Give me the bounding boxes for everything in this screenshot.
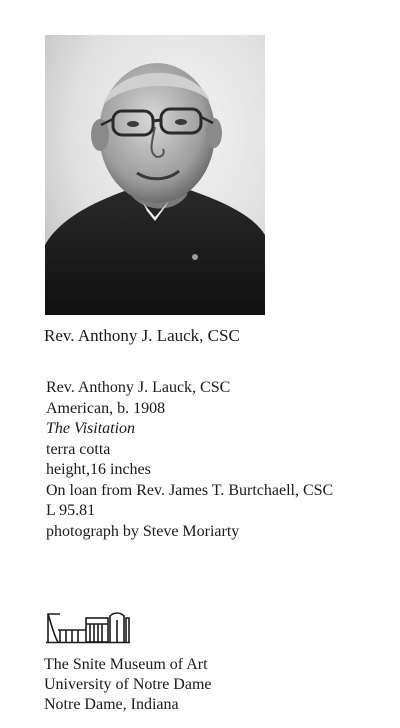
artwork-medium: terra cotta (46, 440, 111, 458)
portrait-photo-icon (45, 35, 265, 315)
museum-address (44, 655, 212, 715)
university-name: University of Notre Dame (44, 676, 212, 693)
museum-location: Notre Dame, Indiana (44, 696, 179, 713)
artwork-title: The Visitation (46, 420, 136, 437)
museum-name: The Snite Museum of Art (44, 656, 208, 673)
photo-caption: Rev. Anthony J. Lauck, CSC (44, 326, 240, 345)
portrait-photo (45, 35, 265, 315)
loan-credit: On loan from Rev. James T. Burtchaell, CSC (46, 481, 334, 499)
photo-credit: photograph by Steve Moriarty (46, 522, 240, 540)
museum-logo-icon (46, 612, 130, 644)
artist-nationality: American, b. 1908 (46, 399, 166, 417)
artist-name: Rev. Anthony J. Lauck, CSC (46, 379, 231, 396)
accession-number: L 95.81 (46, 502, 96, 519)
artwork-details (46, 378, 333, 542)
artwork-dimensions: height,16 inches (46, 461, 151, 478)
